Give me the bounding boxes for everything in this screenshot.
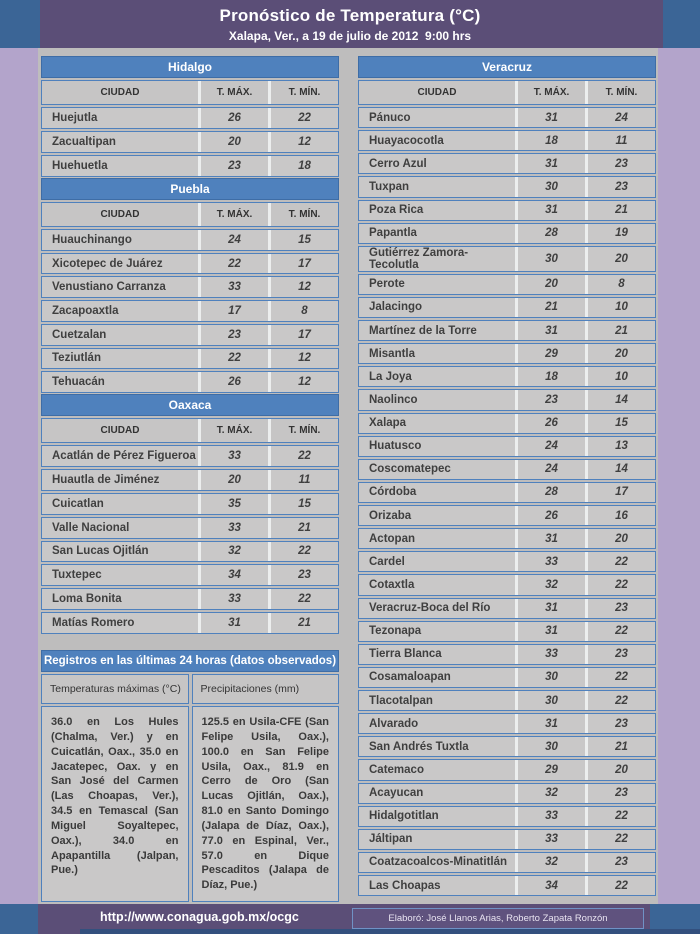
tmin-value: 23 [585, 154, 655, 173]
city-name: Venustiano Carranza [52, 281, 166, 294]
tmin-value: 23 [585, 714, 655, 733]
table-row [358, 736, 656, 757]
tmin-value: 21 [268, 613, 338, 633]
city-name: Las Choapas [369, 879, 441, 892]
tmax-value: 20 [198, 132, 268, 152]
table-puebla [41, 178, 339, 393]
city-name: Huehuetla [52, 160, 108, 172]
table-row [358, 852, 656, 873]
tmin-value: 21 [268, 518, 338, 538]
registros-col-temperaturas [41, 674, 189, 902]
column-header-city: CIUDAD [417, 87, 457, 98]
tmin-value: 22 [585, 807, 655, 826]
tmax-value: 20 [198, 470, 268, 490]
table-row [41, 371, 339, 393]
tmax-value: 31 [515, 108, 585, 127]
column-header-city: CIUDAD [100, 425, 140, 436]
tmin-value: 12 [268, 372, 338, 392]
tmax-value: 33 [515, 552, 585, 571]
city-name: Coatzacoalcos-Minatitlán [369, 856, 508, 869]
city-name: Hidalgotitlan [369, 810, 439, 823]
table-row [358, 130, 656, 151]
tmin-value: 22 [268, 589, 338, 609]
city-name: Huatusco [369, 440, 422, 453]
tmin-value: 22 [268, 108, 338, 128]
tmin-value: 17 [585, 483, 655, 502]
tmin-value: 22 [585, 876, 655, 895]
tmax-value: 33 [198, 446, 268, 466]
registros-section [41, 650, 339, 898]
table-row [358, 200, 656, 221]
tmax-value: 31 [515, 154, 585, 173]
city-name: Martínez de la Torre [369, 324, 477, 337]
tmax-value: 35 [198, 494, 268, 514]
city-name: Huauchinango [52, 233, 132, 246]
table-row [358, 875, 656, 896]
state-header: Hidalgo [41, 56, 339, 78]
tmax-value: 32 [198, 542, 268, 562]
tmin-value: 22 [585, 668, 655, 687]
table-row [358, 343, 656, 364]
city-name: Tuxpan [369, 180, 410, 193]
table-row [358, 551, 656, 572]
tmax-value: 28 [515, 483, 585, 502]
table-row [41, 517, 339, 539]
table-oaxaca [41, 394, 339, 634]
table-row [41, 253, 339, 275]
table-row [358, 505, 656, 526]
table-row [358, 528, 656, 549]
city-name: La Joya [369, 370, 412, 383]
city-name: Catemaco [369, 763, 424, 776]
tmax-value: 22 [198, 254, 268, 274]
tmin-value: 22 [585, 552, 655, 571]
tmin-value: 20 [585, 344, 655, 363]
table-row [358, 713, 656, 734]
tmax-value: 31 [515, 529, 585, 548]
tmax-value: 23 [515, 390, 585, 409]
state-header: Puebla [41, 178, 339, 200]
conagua-url-link[interactable]: http://www.conagua.gob.mx/ocgc [100, 910, 299, 924]
column-header-city: CIUDAD [100, 87, 140, 98]
tmax-value: 31 [515, 599, 585, 618]
table-row [358, 482, 656, 503]
tmax-value: 32 [515, 784, 585, 803]
tmin-value: 11 [268, 470, 338, 490]
tmin-value: 18 [268, 156, 338, 176]
city-name: Xalapa [369, 417, 407, 430]
tmax-value: 33 [515, 645, 585, 664]
tmin-value: 20 [585, 760, 655, 779]
city-name: Teziutlán [52, 352, 101, 365]
tmax-value: 20 [515, 275, 585, 294]
table-row [358, 667, 656, 688]
tmax-value: 17 [198, 301, 268, 321]
column-header-city: CIUDAD [100, 209, 140, 220]
city-name: Jáltipan [369, 833, 413, 846]
tmax-value: 31 [198, 613, 268, 633]
registros-title: Registros en las últimas 24 horas (datos observados) [41, 650, 339, 672]
table-row [358, 107, 656, 128]
tmax-value: 29 [515, 760, 585, 779]
city-name: Gutiérrez Zamora-Tecolutla [369, 246, 469, 271]
city-name: Huautla de Jiménez [52, 473, 160, 486]
table-row [358, 644, 656, 665]
city-name: Huayacocotla [369, 134, 444, 147]
city-name: Acayucan [369, 787, 424, 800]
table-veracruz [358, 56, 656, 896]
city-name: Perote [369, 278, 405, 291]
table-body [41, 229, 339, 393]
tmin-value: 23 [268, 565, 338, 585]
tmax-value: 33 [198, 589, 268, 609]
tmax-value: 33 [198, 518, 268, 538]
column-header-tmin: T. MÍN. [268, 203, 338, 226]
tmin-value: 22 [585, 830, 655, 849]
table-row [41, 107, 339, 129]
city-name: Misantla [369, 347, 416, 360]
registros-col2-text: 125.5 en Usila-CFE (San Felipe Usila, Oax.), 100.0 en San Felipe Usila, Oax., 81.9 en Cerro de Oro (San Lucas Ojitlán, Oax.), 81.0 en Santo Domingo (Jalapa de Díaz, Oax.), 77.0 en Espinal, Ver., 57.0 en Dique Pescaditos (Jalapa de Díaz, Pue.) [192, 706, 340, 902]
table-body [41, 107, 339, 177]
page-subtitle: Xalapa, Ver., a 19 de julio de 2012 9:00 hrs [228, 29, 472, 43]
tmin-value: 15 [585, 414, 655, 433]
city-name: Orizaba [369, 509, 412, 522]
city-name: Córdoba [369, 486, 417, 499]
tmax-value: 34 [198, 565, 268, 585]
registros-col-precipitaciones [192, 674, 340, 902]
tmax-value: 34 [515, 876, 585, 895]
city-name: Papantla [369, 227, 417, 240]
tmin-value: 23 [585, 784, 655, 803]
column-header-row [41, 202, 339, 227]
content-panel [38, 48, 658, 904]
city-name: Acatlán de Pérez Figueroa [52, 449, 196, 462]
city-name: Cardel [369, 555, 405, 568]
content-area [0, 48, 700, 904]
registros-col1-header: Temperaturas máximas (°C) [41, 674, 189, 704]
table-row [358, 574, 656, 595]
tmin-value: 20 [585, 529, 655, 548]
table-row [358, 176, 656, 197]
tmin-value: 20 [585, 247, 655, 271]
footer-bottom-strip [80, 929, 700, 934]
tmax-value: 26 [198, 372, 268, 392]
tmax-value: 18 [515, 367, 585, 386]
tmax-value: 24 [515, 460, 585, 479]
city-name: Naolinco [369, 393, 418, 406]
table-row [358, 459, 656, 480]
city-name: Zacualtipan [52, 136, 116, 148]
tmax-value: 31 [515, 321, 585, 340]
city-name: Valle Nacional [52, 521, 130, 534]
city-name: Loma Bonita [52, 593, 122, 606]
tmin-value: 23 [585, 853, 655, 872]
tmin-value: 23 [585, 599, 655, 618]
city-name: Huejutla [52, 112, 98, 124]
column-header-tmax: T. MÁX. [198, 81, 268, 104]
column-header-row [358, 80, 656, 105]
table-row [41, 469, 339, 491]
tmax-value: 23 [198, 156, 268, 176]
column-header-tmax: T. MÁX. [515, 81, 585, 104]
table-row [358, 389, 656, 410]
city-name: Veracruz-Boca del Río [369, 602, 491, 615]
registros-grid [41, 674, 339, 902]
tmin-value: 8 [585, 275, 655, 294]
table-row [358, 320, 656, 341]
tmin-value: 23 [585, 177, 655, 196]
table-row [358, 413, 656, 434]
tmin-value: 15 [268, 230, 338, 250]
right-column [358, 56, 656, 904]
tmax-value: 26 [515, 506, 585, 525]
city-name: Jalacingo [369, 301, 423, 314]
table-row [358, 690, 656, 711]
registros-col1-text: 36.0 en Los Hules (Chalma, Ver.) y en Cuicatlán, Oax., 35.0 en Jacatepec, Oax. y en San José del Carmen (Las Choapas, Ver.), 34.5 en Temascal (San Miguel Soyaltepec, Oax.), 34.0 en Apapantilla (Jalpan, Pue.) [41, 706, 189, 902]
tmin-value: 10 [585, 367, 655, 386]
tmax-value: 33 [198, 277, 268, 297]
table-row [41, 612, 339, 634]
city-name: Coscomatepec [369, 463, 451, 476]
table-body [41, 445, 339, 634]
page-title: Pronóstico de Temperatura (°C) [219, 6, 481, 25]
table-row [41, 155, 339, 177]
city-name: Tuxtepec [52, 569, 102, 582]
left-column [41, 56, 339, 904]
table-row [41, 588, 339, 610]
table-row [358, 297, 656, 318]
tmin-value: 24 [585, 108, 655, 127]
tmin-value: 16 [585, 506, 655, 525]
tmin-value: 22 [268, 446, 338, 466]
city-name: Alvarado [369, 717, 419, 730]
city-name: Cotaxtla [369, 578, 415, 591]
tmin-value: 12 [268, 132, 338, 152]
tmin-value: 14 [585, 460, 655, 479]
tmax-value: 18 [515, 131, 585, 150]
table-row [358, 759, 656, 780]
table-row [41, 493, 339, 515]
tmax-value: 33 [515, 830, 585, 849]
table-hidalgo [41, 56, 339, 177]
column-header-tmax: T. MÁX. [198, 419, 268, 442]
city-name: Tierra Blanca [369, 648, 442, 661]
tmax-value: 30 [515, 247, 585, 271]
tmax-value: 22 [198, 349, 268, 369]
credit-box: Elaboró: José Llanos Arias, Roberto Zapata Ronzón [352, 908, 644, 929]
tmin-value: 17 [268, 325, 338, 345]
tmin-value: 13 [585, 437, 655, 456]
table-row [41, 445, 339, 467]
header-corner-right [663, 0, 700, 48]
tmax-value: 30 [515, 737, 585, 756]
table-row [358, 223, 656, 244]
table-row [358, 246, 656, 272]
table-row [41, 324, 339, 346]
tmax-value: 23 [198, 325, 268, 345]
tmax-value: 31 [515, 201, 585, 220]
city-name: Cerro Azul [369, 157, 427, 170]
tmin-value: 10 [585, 298, 655, 317]
tmin-value: 14 [585, 390, 655, 409]
tmin-value: 22 [268, 542, 338, 562]
tmin-value: 21 [585, 321, 655, 340]
city-name: Tezonapa [369, 625, 422, 638]
column-header-tmax: T. MÁX. [198, 203, 268, 226]
tmax-value: 30 [515, 668, 585, 687]
tmin-value: 21 [585, 737, 655, 756]
city-name: San Andrés Tuxtla [369, 740, 469, 753]
column-header-tmin: T. MÍN. [268, 81, 338, 104]
table-row [41, 229, 339, 251]
tmax-value: 30 [515, 177, 585, 196]
tmin-value: 19 [585, 224, 655, 243]
tmin-value: 22 [585, 691, 655, 710]
city-name: Cuicatlan [52, 497, 104, 510]
city-name: Cosamaloapan [369, 671, 451, 684]
registros-col2-header: Precipitaciones (mm) [192, 674, 340, 704]
tmin-value: 12 [268, 277, 338, 297]
tmin-value: 23 [585, 645, 655, 664]
tmax-value: 24 [198, 230, 268, 250]
header-corner-left [0, 0, 40, 48]
city-name: Xicotepec de Juárez [52, 257, 163, 270]
page-header [0, 0, 700, 48]
column-header-tmin: T. MÍN. [268, 419, 338, 442]
table-row [41, 300, 339, 322]
tmax-value: 32 [515, 853, 585, 872]
table-row [41, 276, 339, 298]
page-footer [0, 904, 700, 934]
column-header-row [41, 80, 339, 105]
table-row [358, 153, 656, 174]
city-name: Actopan [369, 532, 415, 545]
tmax-value: 31 [515, 622, 585, 641]
city-name: San Lucas Ojitlán [52, 545, 149, 558]
city-name: Pánuco [369, 111, 411, 124]
state-header: Oaxaca [41, 394, 339, 416]
tmax-value: 26 [515, 414, 585, 433]
tmax-value: 30 [515, 691, 585, 710]
tmax-value: 24 [515, 437, 585, 456]
column-header-tmin: T. MÍN. [585, 81, 655, 104]
city-name: Tehuacán [52, 376, 105, 389]
footer-corner-left [0, 904, 38, 934]
table-row [358, 829, 656, 850]
tmin-value: 8 [268, 301, 338, 321]
table-row [358, 366, 656, 387]
tmax-value: 21 [515, 298, 585, 317]
tmax-value: 28 [515, 224, 585, 243]
tmin-value: 22 [585, 575, 655, 594]
city-name: Zacapoaxtla [52, 305, 119, 318]
tmax-value: 32 [515, 575, 585, 594]
table-row [358, 274, 656, 295]
tmax-value: 26 [198, 108, 268, 128]
table-row [358, 806, 656, 827]
tmin-value: 17 [268, 254, 338, 274]
table-row [41, 564, 339, 586]
city-name: Poza Rica [369, 204, 424, 217]
tmax-value: 33 [515, 807, 585, 826]
tmin-value: 12 [268, 349, 338, 369]
state-header: Veracruz [358, 56, 656, 78]
city-name: Cuetzalan [52, 328, 107, 341]
tmin-value: 22 [585, 622, 655, 641]
city-name: Tlacotalpan [369, 694, 433, 707]
tmax-value: 29 [515, 344, 585, 363]
table-row [358, 783, 656, 804]
tmin-value: 21 [585, 201, 655, 220]
table-row [41, 131, 339, 153]
column-header-row [41, 418, 339, 443]
tmin-value: 15 [268, 494, 338, 514]
tmax-value: 31 [515, 714, 585, 733]
city-name: Matías Romero [52, 617, 135, 630]
table-row [41, 348, 339, 370]
tmin-value: 11 [585, 131, 655, 150]
table-row [358, 621, 656, 642]
table-row [41, 541, 339, 563]
table-row [358, 436, 656, 457]
table-row [358, 598, 656, 619]
table-body [358, 107, 656, 896]
